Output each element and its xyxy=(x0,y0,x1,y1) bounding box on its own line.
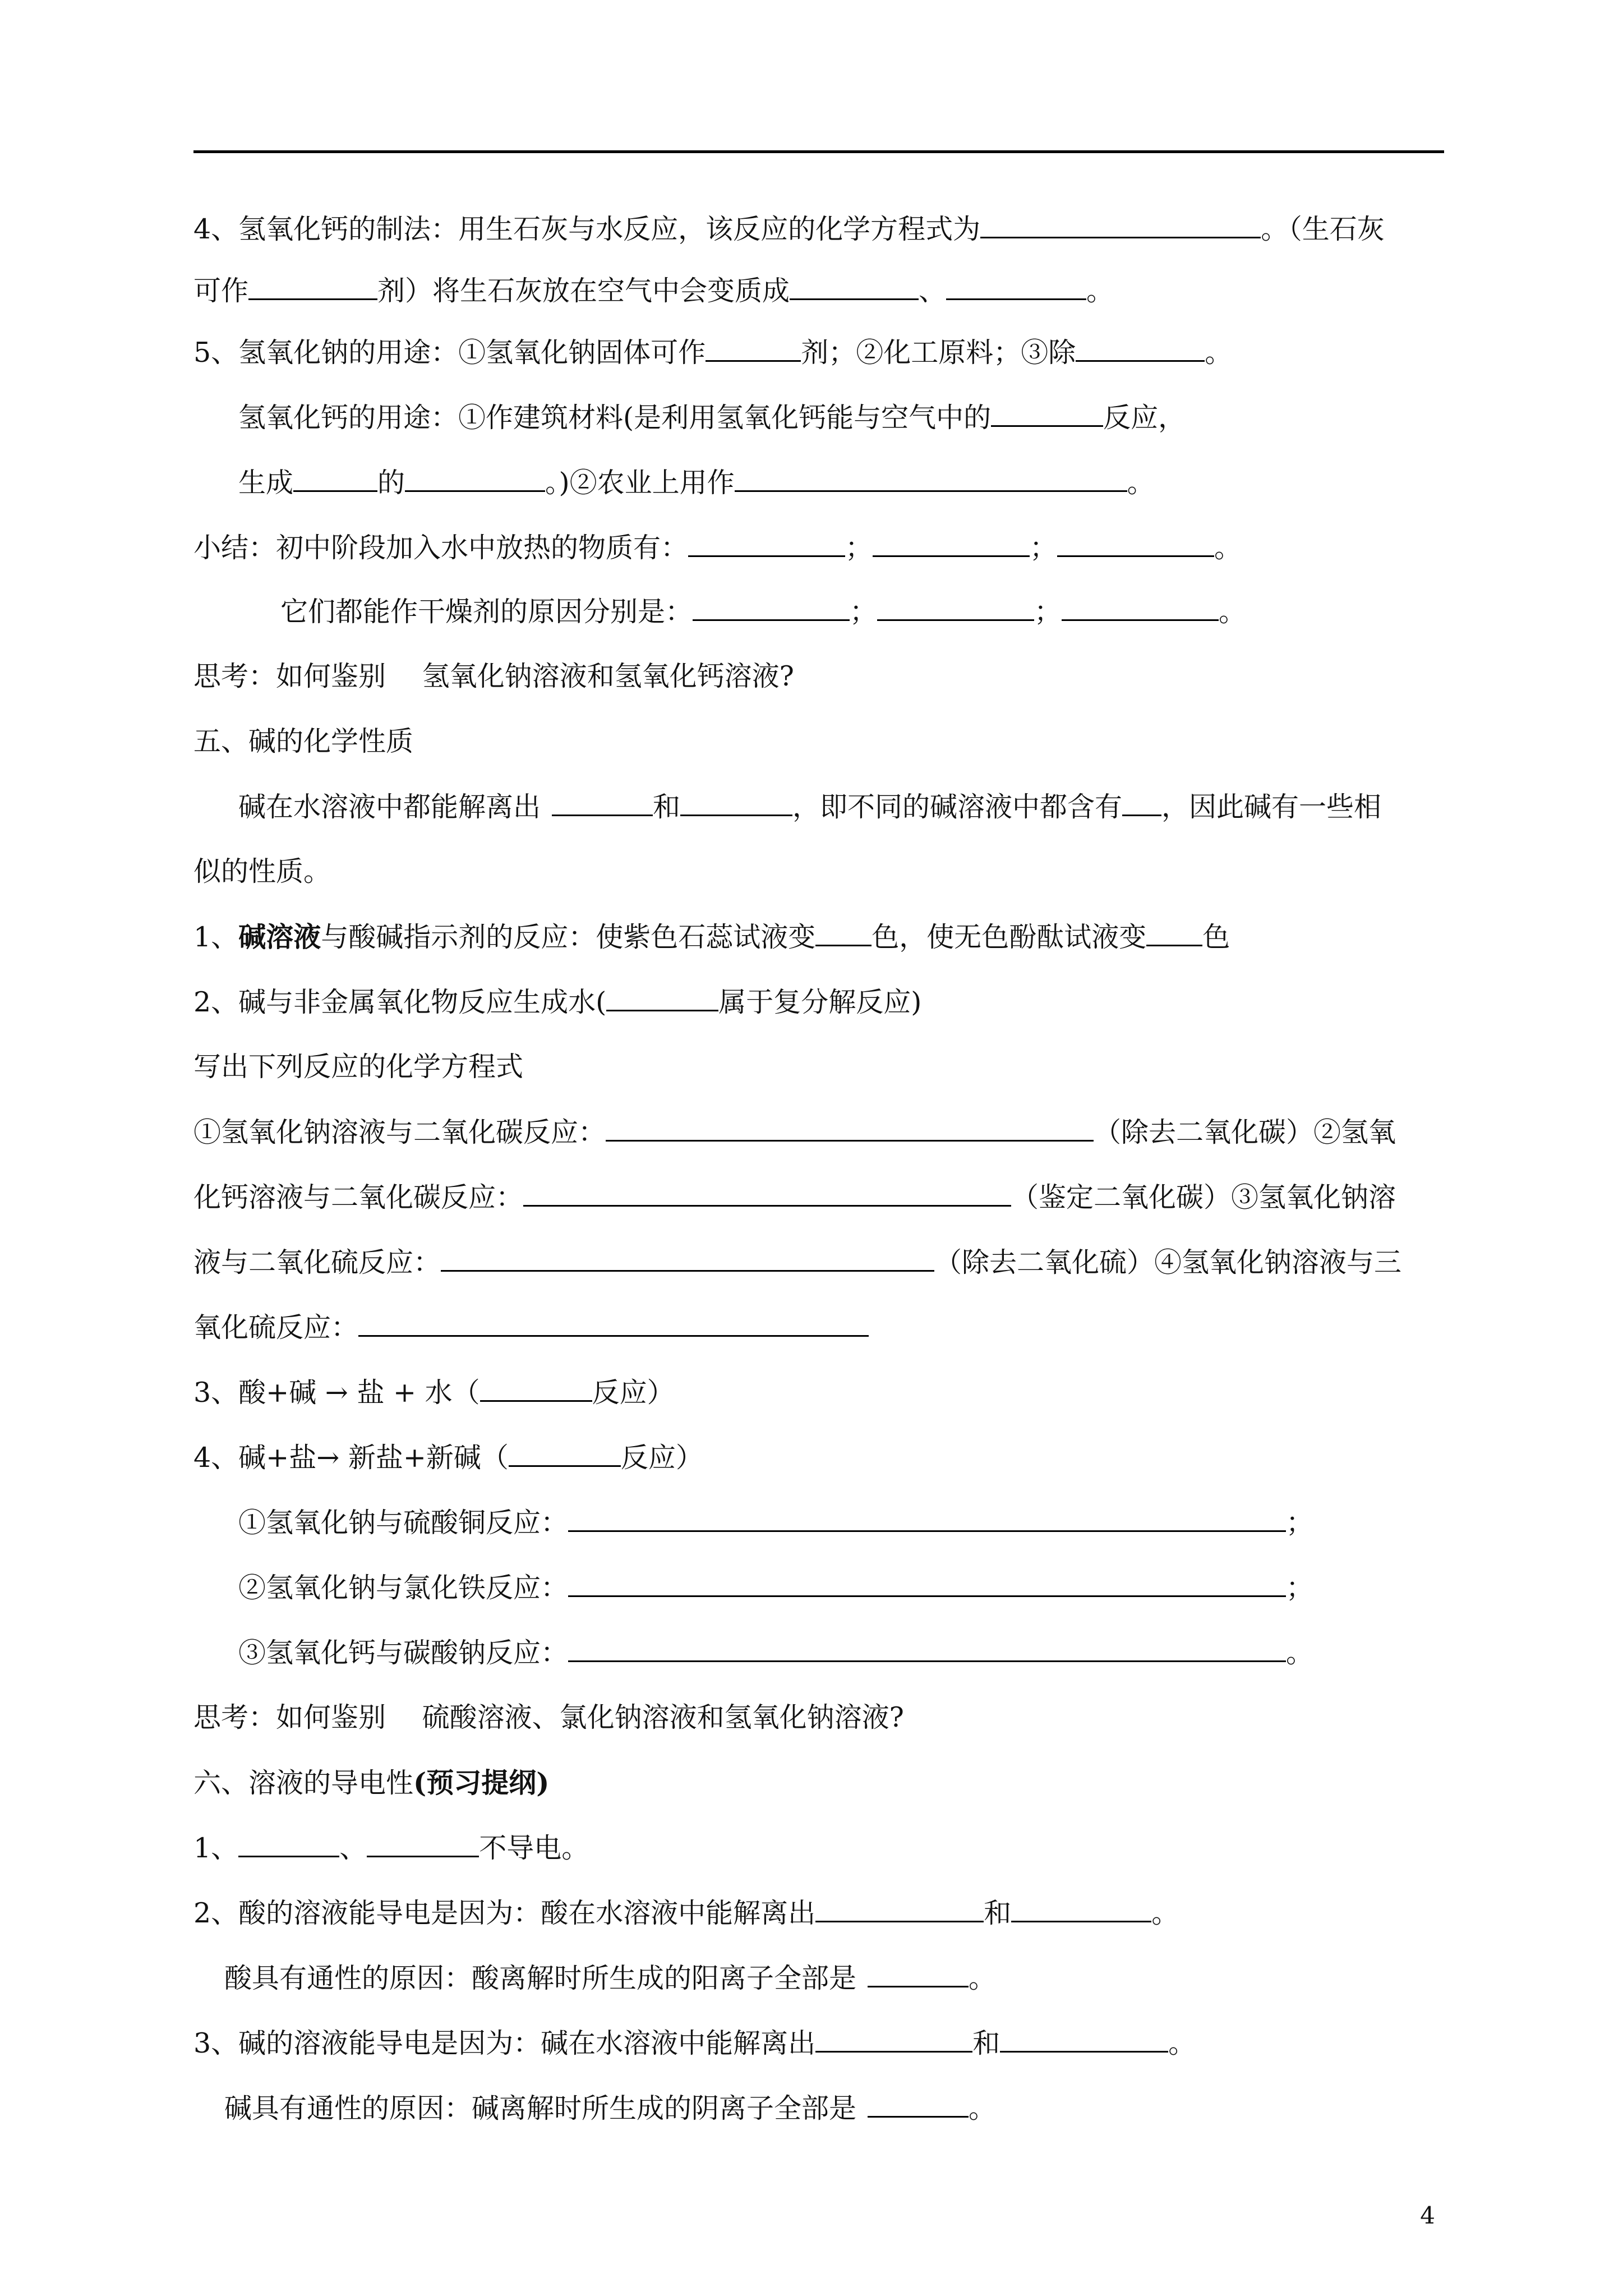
text: 和 xyxy=(653,791,681,823)
text: 酸具有通性的原因：酸离解时所生成的阳离子全部是 xyxy=(224,1962,857,1994)
section-5-heading xyxy=(193,725,413,758)
blank xyxy=(1122,790,1161,816)
item-2-line xyxy=(193,985,921,1019)
q4-line-2 xyxy=(193,274,1114,307)
blank xyxy=(735,466,1127,492)
section-6-item-3 xyxy=(193,2026,1196,2060)
section-6-item-2-note xyxy=(224,1961,996,1995)
summary-line-2 xyxy=(280,595,1246,628)
section-5-intro-2 xyxy=(193,855,331,889)
text: 剂；②化工原料；③除 xyxy=(801,337,1076,369)
blank xyxy=(991,401,1103,427)
text: 5、氢氧化钠的用途：①氢氧化钠固体可作 xyxy=(193,337,706,369)
item-4-reaction-2 xyxy=(238,1571,1313,1604)
blank xyxy=(1062,595,1219,621)
blank xyxy=(1146,920,1202,946)
section-5-intro-1 xyxy=(238,790,1381,823)
blank xyxy=(1076,335,1205,362)
text: 3、酸+碱 → 盐 + 水（ xyxy=(193,1377,480,1409)
text: （鉴定二氧化碳）③氢氧化钠溶 xyxy=(1011,1181,1396,1213)
text: （除去二氧化硫）④氢氧化钠溶液与三 xyxy=(934,1246,1402,1278)
blank xyxy=(367,1831,479,1857)
blank xyxy=(568,1506,1286,1532)
text: 。 xyxy=(1205,337,1233,369)
text: 。 xyxy=(1168,2027,1196,2059)
text: 碱具有通性的原因：碱离解时所生成的阴离子全部是 xyxy=(224,2092,857,2124)
equations-line-3 xyxy=(193,1245,1401,1279)
blank xyxy=(815,1896,984,1922)
blank xyxy=(1000,2026,1168,2053)
text: 4、碱+盐→ 新盐+新碱（ xyxy=(193,1442,509,1474)
text: 与酸碱指示剂的反应：使紫色石蕊试液变 xyxy=(321,921,816,953)
q5-line-3 xyxy=(238,466,1155,499)
blank xyxy=(523,1180,1011,1207)
text: 。)②农业上用作 xyxy=(545,467,735,499)
text: 3、碱的溶液能导电是因为：碱在水溶液中能解离出 xyxy=(193,2027,816,2059)
header-rule xyxy=(193,150,1444,153)
think-line-2 xyxy=(193,1701,904,1734)
text: 可作 xyxy=(193,275,249,307)
text: 。 xyxy=(1219,596,1247,628)
think-line-1 xyxy=(193,660,794,693)
text: 和 xyxy=(984,1897,1012,1929)
blank xyxy=(552,790,653,816)
equations-line-1 xyxy=(193,1115,1396,1149)
text: ； xyxy=(1286,1507,1314,1539)
blank xyxy=(606,1115,1094,1142)
blank xyxy=(868,1961,969,1987)
text: 。 xyxy=(1214,532,1242,564)
text: ； xyxy=(845,532,873,564)
text: ①氢氧化钠溶液与二氧化碳反应： xyxy=(193,1116,606,1148)
text: ②氢氧化钠与氯化铁反应： xyxy=(238,1572,569,1604)
blank xyxy=(873,531,1030,557)
q4-line-1 xyxy=(193,212,1385,246)
blank xyxy=(680,790,792,816)
text: 反应） xyxy=(620,1442,703,1474)
blank xyxy=(441,1245,934,1272)
q5-line-1 xyxy=(193,335,1232,369)
section-6-item-1 xyxy=(193,1831,589,1865)
text: 液与二氧化硫反应： xyxy=(193,1246,441,1278)
item-4-line xyxy=(193,1441,703,1474)
text: (预习提纲) xyxy=(413,1766,550,1799)
item-4-reaction-3 xyxy=(238,1636,1313,1669)
text: ，因此碱有一些相 xyxy=(1161,791,1382,823)
blank xyxy=(688,531,845,557)
text: 2、酸的溶液能导电是因为：酸在水溶液中能解离出 xyxy=(193,1897,816,1929)
page-number: 4 xyxy=(1420,2202,1435,2229)
text: 碱溶液 xyxy=(238,921,321,953)
blank xyxy=(706,335,801,362)
blank xyxy=(1011,1896,1151,1922)
blank xyxy=(405,466,545,492)
text: 氢氧化钙的用途：①作建筑材料(是利用氢氧化钙能与空气中的 xyxy=(238,402,992,434)
text: 碱在水溶液中都能解离出 xyxy=(238,791,541,823)
blank xyxy=(815,920,872,946)
text: ①氢氧化钠与硫酸铜反应： xyxy=(238,1507,569,1539)
text: 2、碱与非金属氧化物反应生成水( xyxy=(193,986,607,1018)
text: 小结：初中阶段加入水中放热的物质有： xyxy=(193,532,689,564)
text: 和 xyxy=(972,2027,1000,2059)
blank xyxy=(815,2026,972,2053)
text: 思考：如何鉴别 硫酸溶液、氯化钠溶液和氢氧化钠溶液? xyxy=(193,1701,904,1733)
text: ③氢氧化钙与碳酸钠反应： xyxy=(238,1637,569,1669)
text: 不导电。 xyxy=(479,1832,589,1864)
blank xyxy=(238,1831,339,1857)
equations-line-2 xyxy=(193,1180,1396,1214)
item-4-reaction-1 xyxy=(238,1506,1313,1539)
text: 写出下列反应的化学方程式 xyxy=(193,1051,524,1083)
text: 色 xyxy=(1202,921,1230,953)
text: 1、 xyxy=(193,921,239,953)
blank xyxy=(693,595,850,621)
text: ，即不同的碱溶液中都含有 xyxy=(792,791,1123,823)
text: ； xyxy=(850,596,878,628)
text: 色，使无色酚酞试液变 xyxy=(872,921,1147,953)
text: 的 xyxy=(377,467,405,499)
blank xyxy=(790,274,919,300)
text: 似的性质。 xyxy=(193,855,331,887)
blank xyxy=(877,595,1034,621)
text: ； xyxy=(1030,532,1058,564)
blank xyxy=(248,274,377,300)
text: 它们都能作干燥剂的原因分别是： xyxy=(280,596,693,628)
item-1-line xyxy=(193,920,1230,954)
section-6-item-3-note xyxy=(224,2091,996,2125)
section-6-heading xyxy=(193,1766,549,1800)
text: ； xyxy=(1286,1572,1314,1604)
text: 。 xyxy=(1127,467,1155,499)
blank xyxy=(946,274,1086,300)
text: 。 xyxy=(1286,1637,1314,1669)
text: 、 xyxy=(339,1832,367,1864)
text: 六、溶液的导电性 xyxy=(193,1767,414,1799)
equations-line-4 xyxy=(193,1310,869,1344)
blank xyxy=(1057,531,1214,557)
text: 1、 xyxy=(193,1832,239,1864)
section-6-item-2 xyxy=(193,1896,1179,1930)
blank xyxy=(868,2091,969,2118)
text: 。 xyxy=(969,1962,997,1994)
summary-line-1 xyxy=(193,531,1242,564)
text: 五、碱的化学性质 xyxy=(193,725,414,757)
text: 。 xyxy=(1086,275,1114,307)
text: （除去二氧化碳）②氢氧 xyxy=(1094,1116,1396,1148)
equations-instruction xyxy=(193,1050,523,1084)
text: 属于复分解反应) xyxy=(718,986,922,1018)
text: 、 xyxy=(919,275,947,307)
blank xyxy=(980,212,1261,238)
blank xyxy=(480,1375,592,1402)
blank xyxy=(568,1636,1286,1662)
blank xyxy=(293,466,377,492)
text: 氧化硫反应： xyxy=(193,1312,359,1343)
text: 思考：如何鉴别 氢氧化钠溶液和氢氧化钙溶液? xyxy=(193,660,794,692)
blank xyxy=(568,1571,1286,1597)
text: 反应） xyxy=(592,1377,675,1409)
blank xyxy=(606,985,718,1011)
text: 化钙溶液与二氧化碳反应： xyxy=(193,1181,524,1213)
text: 反应， xyxy=(1103,402,1186,434)
text: 剂）将生石灰放在空气中会变质成 xyxy=(377,275,790,307)
text: ； xyxy=(1034,596,1062,628)
text: 。 xyxy=(1151,1897,1179,1929)
text: 4、氢氧化钙的制法：用生石灰与水反应，该反应的化学方程式为 xyxy=(193,213,981,245)
item-3-line xyxy=(193,1375,675,1409)
text: 生成 xyxy=(238,467,294,499)
q5-line-2 xyxy=(238,401,1186,434)
blank xyxy=(509,1441,621,1467)
text: 。 xyxy=(969,2092,997,2124)
blank xyxy=(358,1310,869,1337)
text: 。（生石灰 xyxy=(1261,213,1385,245)
